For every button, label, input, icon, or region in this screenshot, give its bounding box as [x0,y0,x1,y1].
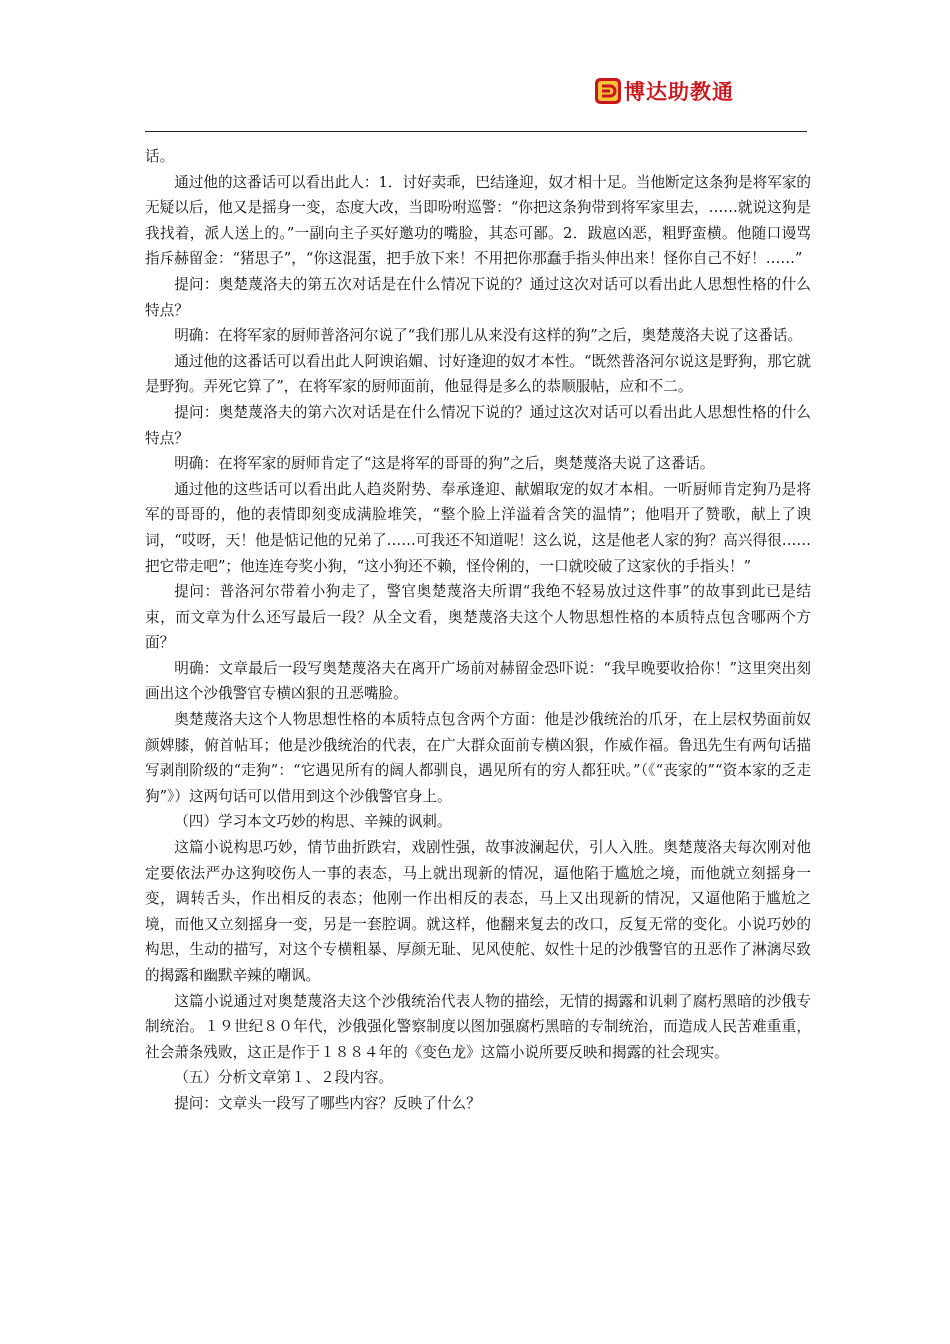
paragraph: 奥楚蔑洛夫这个人物思想性格的本质特点包含两个方面：他是沙俄统治的爪牙，在上层权势面前奴颜婢膝，俯首帖耳；他是沙俄统治的代表，在广大群众面前专横凶狠，作威作福。鲁迅先生有两句话描写剥削阶级的“走狗”：“它遇见所有的阔人都驯良，遇见所有的穷人都狂吠。”（《“丧家的”“资本家的乏走狗”》）这两句话可以借用到这个沙俄警官身上。 [145,711,811,805]
section-heading: （五）分析文章第１、２段内容。 [174,1069,394,1087]
paragraph: 提问：普洛河尔带着小狗走了，警官奥楚蔑洛夫所谓“我绝不轻易放过这件事”的故事到此已是结束，而文章为什么还写最后一段？从全文看，奥楚蔑洛夫这个人物思想性格的本质特点包含哪两个方面？ [145,583,811,652]
paragraph: 提问：奥楚蔑洛夫的第五次对话是在什么情况下说的？通过这次对话可以看出此人思想性格的什么特点？ [145,275,811,319]
paragraph: 这篇小说构思巧妙，情节曲折跌宕，戏剧性强，故事波澜起伏，引人入胜。奥楚蔑洛夫每次刚对他定要依法严办这狗咬伤人一事的表态，马上就出现新的情况，逼他陷于尴尬之境，而他就立刻摇身一变，调转舌头，作出相反的表态；他刚一作出相反的表态，马上又出现新的情况，又逼他陷于尴尬之境，而他又立刻摇身一变，另是一套腔调。就这样，他翻来复去的改口，反复无常的变化。小说巧妙的构思，生动的描写，对这个专横粗暴、厚颜无耻、见风使舵、奴性十足的沙俄警官的丑恶作了淋漓尽致的揭露和幽默辛辣的嘲讽。 [145,839,811,984]
paragraph: 提问：奥楚蔑洛夫的第六次对话是在什么情况下说的？通过这次对话可以看出此人思想性格的什么特点？ [145,403,811,447]
paragraph: 通过他的这番话可以看出此人：1．讨好卖乖，巴结逢迎，奴才相十足。当他断定这条狗是将军家的无疑以后，他又是摇身一变，态度大改，当即吩咐巡警：“你把这条狗带到将军家里去，……就说这狗是我找着，派人送上的。”一副向主子买好邀功的嘴脸，其态可鄙。2．跋扈凶恶，粗野蛮横。他随口谩骂指斥赫留金：“猪思子”，“你这混蛋，把手放下来！不用把你那蠢手指头伸出来！怪你自己不好！……” [145,173,812,268]
paragraph: 明确：在将军家的厨师普洛河尔说了“我们那儿从来没有这样的狗”之后，奥楚蔑洛夫说了这番话。 [174,327,803,345]
paragraph: 提问：文章头一段写了哪些内容？反映了什么？ [174,1094,481,1112]
header-logo [594,72,734,110]
paragraph: 通过他的这些话可以看出此人趋炎附势、奉承逢迎、献媚取宠的奴才本相。一听厨师肯定狗乃是将军的哥哥的，他的表情即刻变成满脸堆笑，“整个脸上洋溢着含笑的温情”；他唱开了赞歌，献上了谀词，“哎呀，天！他是惦记他的兄弟了……可我还不知道呢！这么说，这是他老人家的狗？高兴得很……把它带走吧”；他连连夸奖小狗，“这小狗还不赖，怪伶俐的，一口就咬破了这家伙的手指头！” [145,480,811,575]
paragraph: 这篇小说通过对奥楚蔑洛夫这个沙俄统治代表人物的描绘，无情的揭露和讥刺了腐朽黑暗的沙俄专制统治。１９世纪８０年代，沙俄强化警察制度以图加强腐朽黑暗的专制统治，而造成人民苦难重重，社会萧条残败，这正是作于１８８４年的《变色龙》这篇小说所要反映和揭露的社会现实。 [145,992,811,1061]
paragraph: 明确：在将军家的厨师肯定了“这是将军的哥哥的狗”之后，奥楚蔑洛夫说了这番话。 [174,455,715,473]
paragraph: 通过他的这番话可以看出此人阿谀谄媚、讨好逢迎的奴才本性。“既然普洛河尔说这是野狗，那它就是野狗。弄死它算了”，在将军家的厨师面前，他显得是多么的恭顺服帖，应和不二。 [145,352,811,396]
section-heading: （四）学习本文巧妙的构思、辛辣的讽刺。 [174,813,452,831]
paragraph: 话。 [145,148,175,165]
header-divider [145,131,807,132]
paragraph: 明确：文章最后一段写奥楚蔑洛夫在离开广场前对赫留金恐吓说：“我早晚要收拾你！”这里突出刻画出这个沙俄警官专横凶狠的丑恶嘴脸。 [145,659,811,703]
document-body [145,144,811,1117]
boda-logo-icon [594,77,622,105]
logo-text: 博达助教通 [624,80,734,104]
